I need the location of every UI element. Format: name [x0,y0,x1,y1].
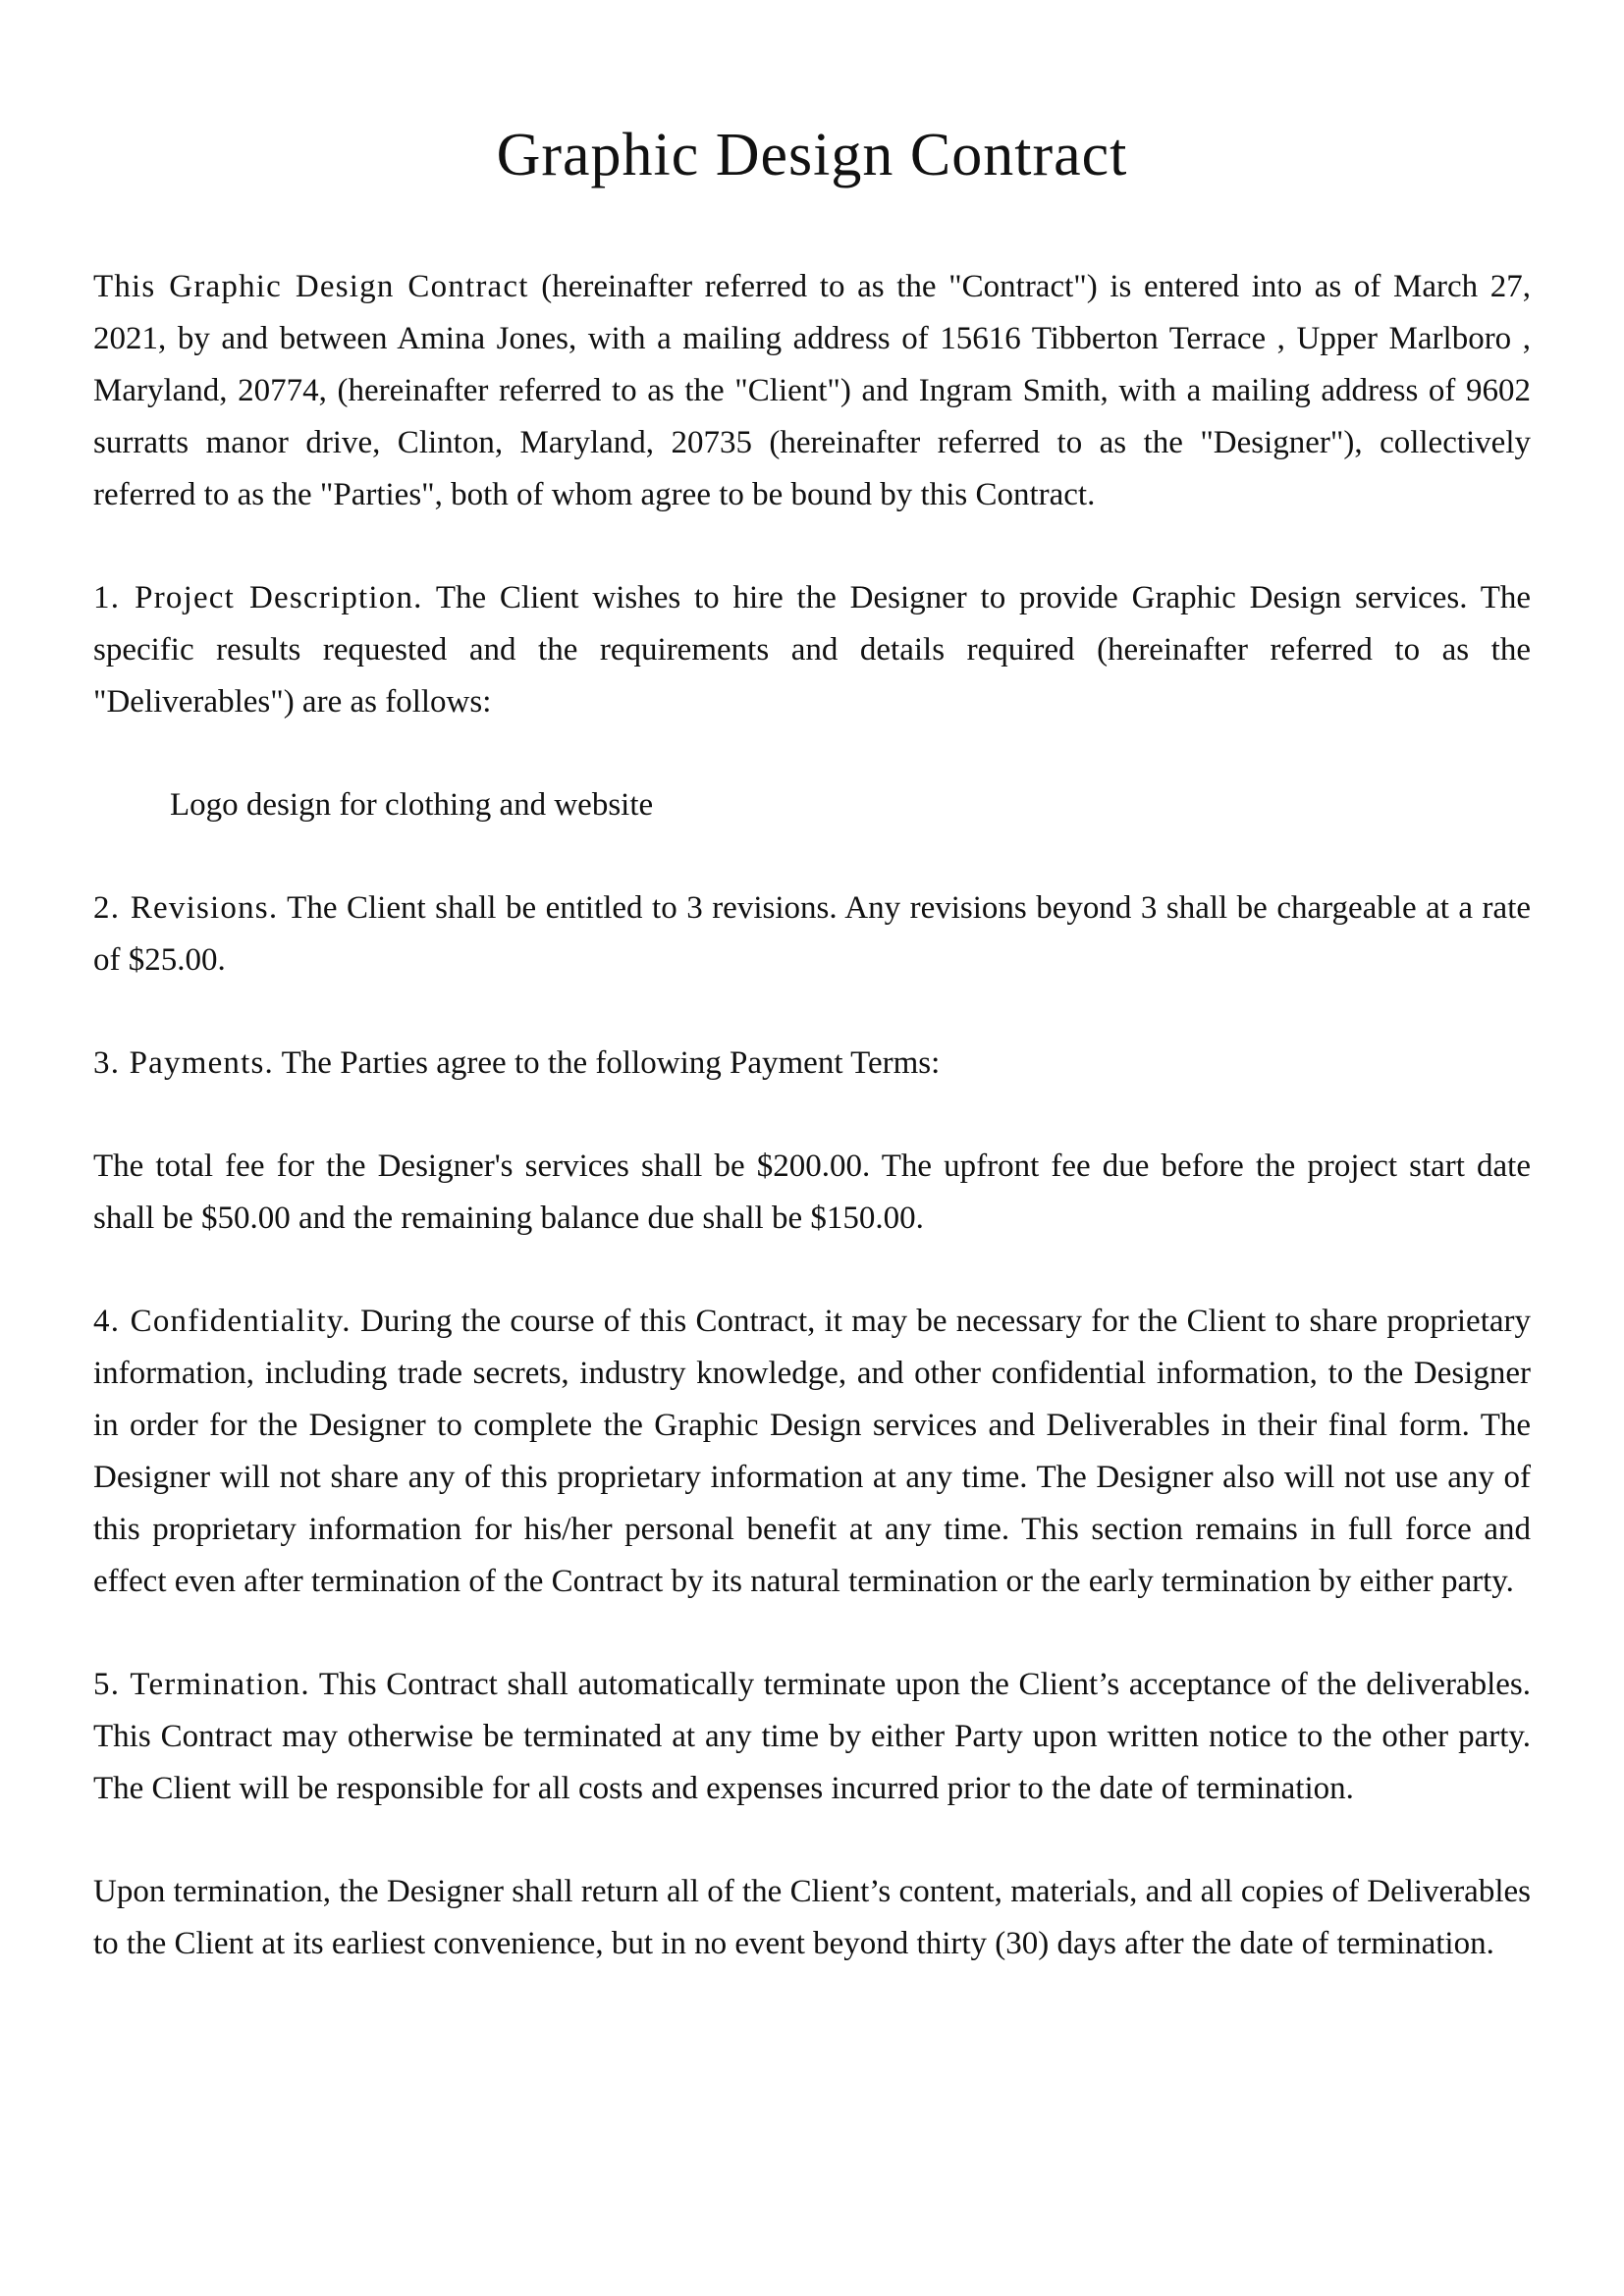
intro-lead: This Graphic Design Contract [93,269,529,304]
termination-paragraph [93,1659,1531,1815]
intro-text: (hereinafter referred to as the "Contract") is entered into as of March 27, 2021, by and between Amina Jones, with a mailing address of 15616 Tibberton Terrace , Upper Marlboro , Maryland, 20774, (hereinafter referred to as the "Client") and Ingram Smith, with a mailing address of 9602 surratts manor drive, Clinton, Maryland, 20735 (hereinafter referred to as the "Designer"), collectively referred to as the "Parties", both of whom agree to be bound by this Contract. [93,269,1531,512]
revisions-paragraph [93,882,1531,987]
payments-text: The Parties agree to the following Payment Terms: [273,1045,941,1081]
termination-heading: 5. Termination. [93,1667,310,1702]
payment-terms-paragraph: The total fee for the Designer's services shall be $200.00. The upfront fee due before the project start date shall be $50.00 and the remaining balance due shall be $150.00. [93,1148,1531,1236]
project-description-paragraph [93,572,1531,728]
confidentiality-text: During the course of this Contract, it may be necessary for the Client to share proprietary information, including trade secrets, industry knowledge, and other confidential information, to the Designer in order for the Designer to complete the Graphic Design services and Deliverables in their final form. The Designer will not share any of this proprietary information at any time. The Designer also will not use any of this proprietary information for his/her personal benefit at any time. This section remains in full force and effect even after termination of the Contract by its natural termination or the early termination by either party. [93,1304,1532,1599]
revisions-heading: 2. Revisions. [93,890,279,926]
revisions-text: The Client shall be entitled to 3 revisions. Any revisions beyond 3 shall be chargeable at a rate of $25.00. [93,890,1532,978]
document-title: Graphic Design Contract [496,122,1128,188]
intro-paragraph [93,261,1531,521]
project-description-heading: 1. Project Description. [93,580,423,615]
confidentiality-heading: 4. Confidentiality. [93,1304,352,1339]
contract-page [93,116,1531,2021]
termination-text: This Contract shall automatically terminate upon the Client’s acceptance of the deliverables. This Contract may otherwise be terminated at any time by either Party upon written notice to the other party. The Client will be responsible for all costs and expenses incurred prior to the date of termination. [93,1667,1531,1806]
deliverables-text: Logo design for clothing and website [170,787,654,823]
payments-paragraph [93,1038,1531,1090]
payments-heading: 3. Payments. [93,1045,274,1081]
project-description-text: The Client wishes to hire the Designer to provide Graphic Design services. The specific results requested and the requirements and details required (hereinafter referred to as the "Deliverables") are as follows: [93,580,1531,720]
confidentiality-paragraph [93,1296,1531,1608]
termination-return-paragraph: Upon termination, the Designer shall return all of the Client’s content, materials, and all copies of Deliverables to the Client at its earliest convenience, but in no event beyond thirty (30) days after the date of termination. [93,1874,1531,1961]
